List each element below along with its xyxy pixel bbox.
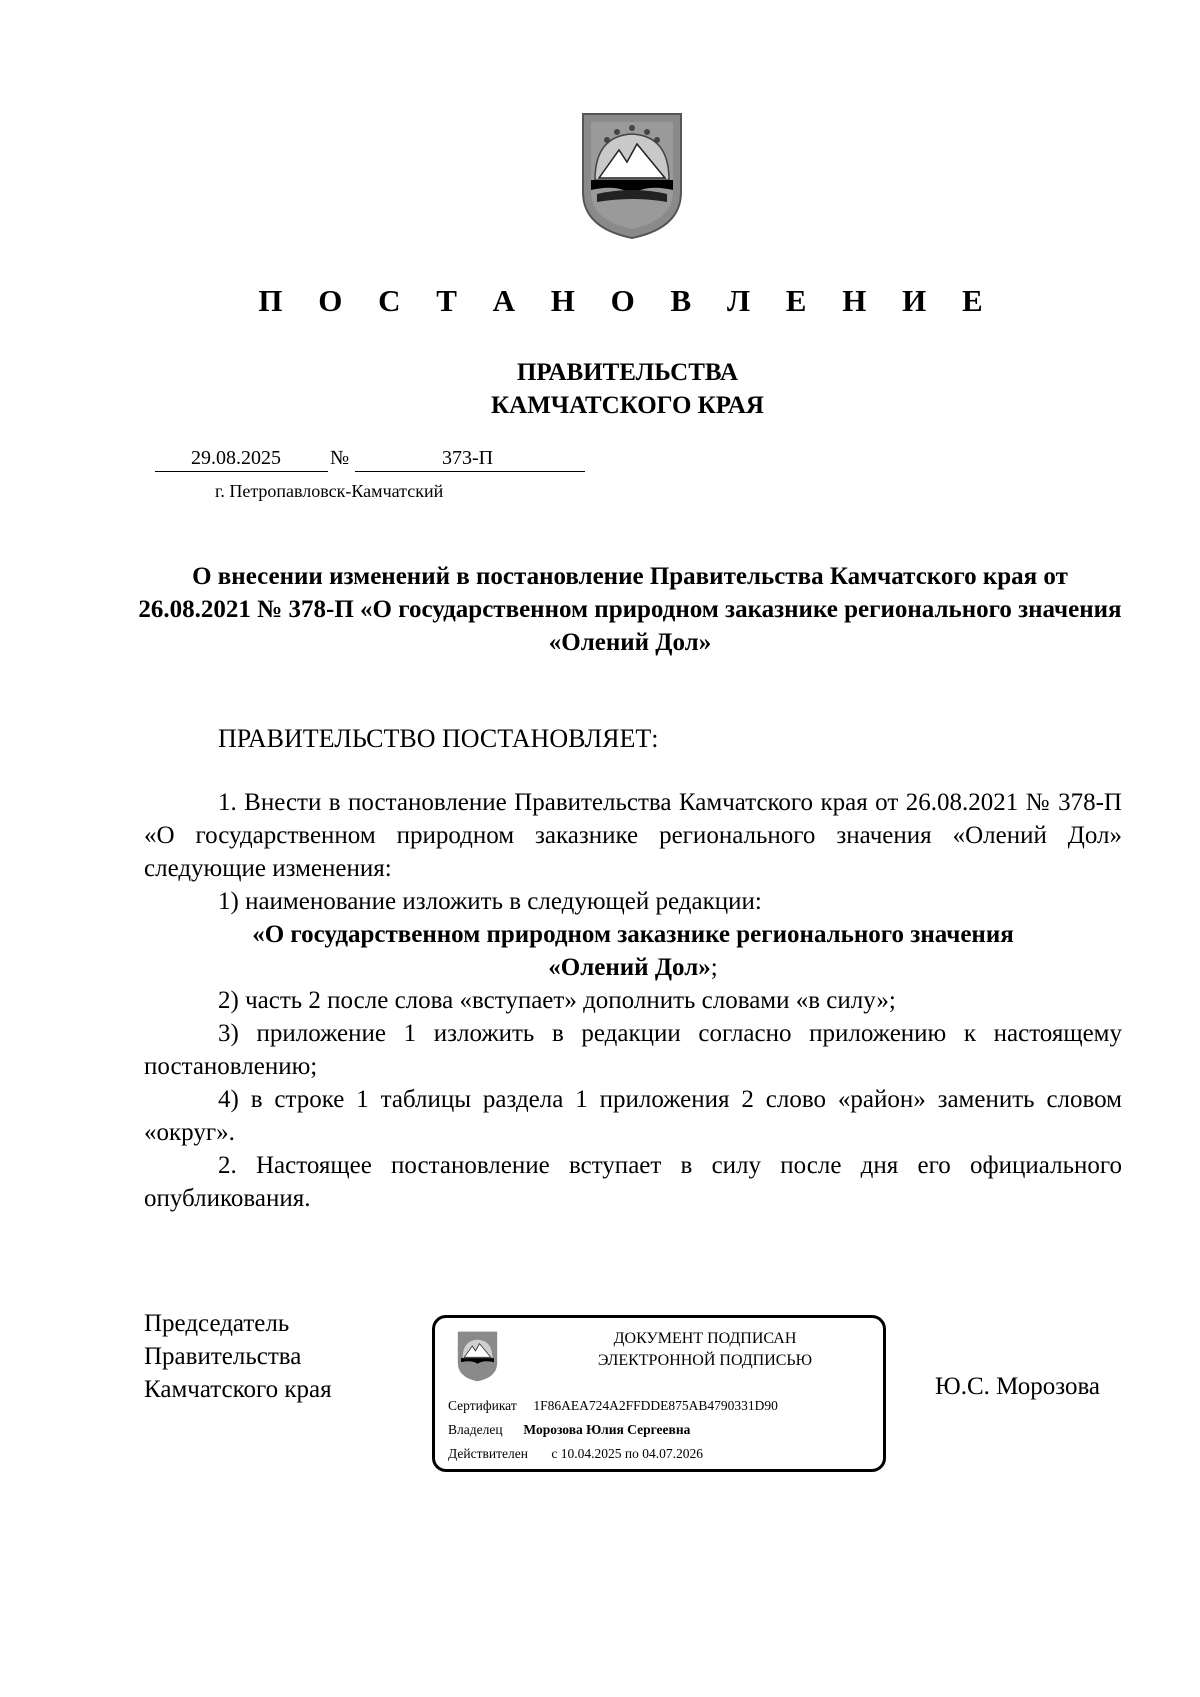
- paragraph-1: 1. Внести в постановление Правительства Камчатского края от 26.08.2021 № 378-П «О государственном природном заказнике регионального значения «Олений Дол» следующие изменения:: [144, 789, 1122, 882]
- stamp-certificate-row: [448, 1398, 778, 1414]
- validity-value: с 10.04.2025 по 04.07.2026: [551, 1446, 703, 1461]
- paragraph-1-1: 1) наименование изложить в следующей редакции:: [218, 888, 762, 915]
- paragraph-2: 2. Настоящее постановление вступает в силу после дня его официального опубликования.: [144, 1152, 1122, 1212]
- new-title-name: «Олений Дол»: [548, 954, 711, 981]
- number-underline: [355, 471, 585, 472]
- validity-label: Действителен: [448, 1446, 528, 1461]
- signer-name: Ю.С. Морозова: [935, 1373, 1101, 1400]
- document-date: 29.08.2025: [191, 447, 281, 469]
- document-subject: О внесении изменений в постановление Правительства Камчатского края от 26.08.2021 № 378-П «О государственном природном заказнике регионального значения «Олений Дол»: [138, 563, 1122, 656]
- paragraph-1-3: 3) приложение 1 изложить в редакции согласно приложению к настоящему постановлению;: [144, 1020, 1122, 1080]
- date-number-line: [155, 447, 585, 473]
- decree-phrase: ПРАВИТЕЛЬСТВО ПОСТАНОВЛЯЕТ:: [218, 724, 659, 753]
- new-title-line-2: [144, 951, 1122, 984]
- signer-title-line-3: Камчатского края: [144, 1376, 332, 1403]
- signer-title-line-1: Председатель: [144, 1310, 290, 1337]
- stamp-validity-row: [448, 1446, 703, 1462]
- certificate-label: Сертификат: [448, 1398, 517, 1413]
- issuing-authority: [0, 356, 1200, 422]
- document-body: [144, 786, 1122, 1215]
- electronic-signature-stamp: [432, 1315, 886, 1472]
- document-number: 373-П: [442, 447, 494, 469]
- authority-line-1: ПРАВИТЕЛЬСТВА: [516, 359, 739, 386]
- stamp-title-line-2: ЭЛЕКТРОННОЙ ПОДПИСЬЮ: [597, 1352, 813, 1369]
- stamp-owner-row: [448, 1422, 690, 1438]
- signer-title: [144, 1307, 332, 1406]
- date-underline: [155, 471, 328, 472]
- coat-of-arms-icon: [577, 110, 687, 242]
- city: г. Петропавловск-Камчатский: [215, 481, 444, 501]
- paragraph-1-4: 4) в строке 1 таблицы раздела 1 приложения 2 слово «район» заменить словом «округ».: [144, 1086, 1122, 1146]
- new-title-end: ;: [710, 954, 718, 981]
- document-type-title: П О С Т А Н О В Л Е Н И Е: [258, 283, 997, 318]
- stamp-title-line-1: ДОКУМЕНТ ПОДПИСАН: [613, 1330, 797, 1347]
- owner-value: Морозова Юлия Сергеевна: [523, 1422, 691, 1437]
- certificate-value: 1F86AEA724A2FFDDE875AB4790331D90: [533, 1398, 778, 1413]
- new-title-line-1: «О государственном природном заказнике регионального значения: [252, 921, 1014, 948]
- signer-title-line-2: Правительства: [144, 1343, 302, 1370]
- stamp-coat-of-arms-icon: [455, 1330, 500, 1383]
- paragraph-1-2: 2) часть 2 после слова «вступает» дополнить словами «в силу»;: [218, 987, 896, 1014]
- stamp-title: [535, 1328, 875, 1372]
- authority-line-2: КАМЧАТСКОГО КРАЯ: [491, 392, 764, 419]
- owner-label: Владелец: [448, 1422, 503, 1437]
- number-sign: №: [330, 447, 350, 469]
